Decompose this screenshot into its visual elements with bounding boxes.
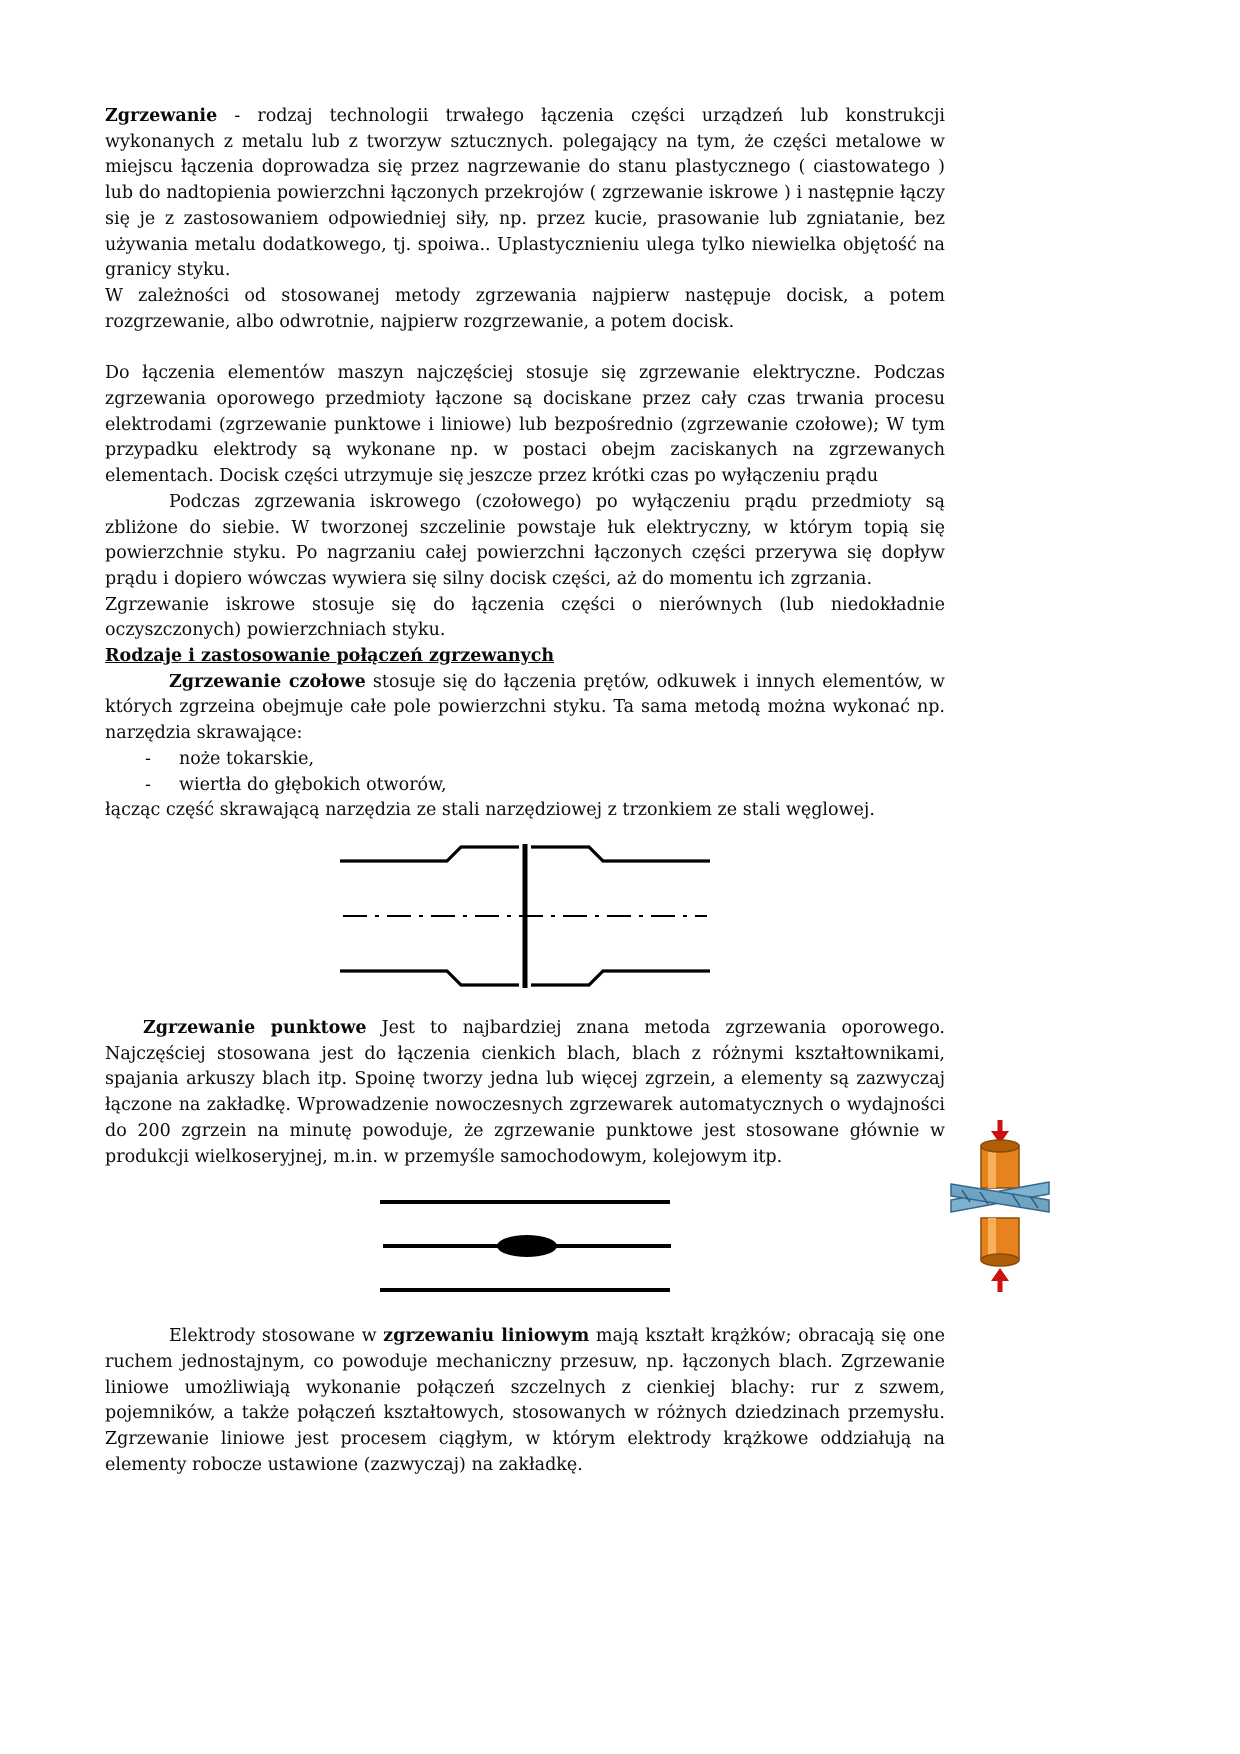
seam-weld-illustration: [950, 1118, 1050, 1294]
paragraph-spot-welding-text: Jest to najbardziej znana metoda zgrzewania oporowego. Najczęściej stosowana jest do łączenia cienkich blach, blach z różnymi kształtownikami, spajania arkuszy blach itp. Spoinę tworzy jedna lub więcej zgrzein, a elementy są zazwyczaj łączone na zakładkę. Wprowadzenie nowoczesnych zgrzewarek automatycznych o wydajności do 200 zgrzein na minutę powoduje, że zgrzewanie punktowe jest stosowane głównie w produkcji wielkoseryjnej, m.in. w przemyśle samochodowym, kolejowym itp.: [105, 1017, 945, 1167]
term-zgrzewanie-liniowe: zgrzewaniu liniowym: [383, 1326, 590, 1347]
paragraph-electric-welding: Do łączenia elementów maszyn najczęściej stosuje się zgrzewanie elektryczne. Podczas zgrzewania oporowego przedmioty łączone są dociskane przez cały czas trwania procesu elektrodami (zgrzewanie punktowe i liniowe) lub bezpośrednio (zgrzewanie czołowe); W tym przypadku elektrody są wykonane np. w postaci obejm zaciskanych na zgrzewanych elementach. Docisk części utrzymuje się jeszcze przez krótki czas po wyłączeniu prądu: [105, 363, 945, 487]
paragraph-definition-text: - rodzaj technologii trwałego łączenia części urządzeń lub konstrukcji wykonanych z metalu lub z tworzyw sztucznych. polegający na tym, że części metalowe w miejscu łączenia doprowadza się przez nagrzewanie do stanu plastycznego ( ciastowatego ) lub do nadtopienia powierzchni łączonych przekrojów ( zgrzewanie iskrowe ) i następnie łączy się je z zastosowaniem odpowiedniej siły, np. przez kucie, prasowanie lub zgniatanie, bez używania metalu dodatkowego, tj. spoiwa.. Uplastycznieniu ulega tylko niewielka objętość na granicy styku.: [105, 106, 945, 281]
section-heading: Rodzaje i zastosowanie połączeń zgrzewanych: [105, 646, 555, 667]
paragraph-method-order: W zależności od stosowanej metody zgrzewania najpierw następuje docisk, a potem rozgrzewanie, albo odwrotnie, najpierw rozgrzewanie, a potem docisk.: [105, 285, 945, 332]
butt-weld-bottom-left-line: [340, 971, 519, 985]
bottom-electrode-cap: [981, 1254, 1019, 1266]
spot-weld-figure: [105, 1194, 945, 1294]
top-electrode-cap: [981, 1140, 1019, 1152]
list-item-lathe-knives: [105, 747, 945, 773]
paragraph-spark-welding: Podczas zgrzewania iskrowego (czołowego) po wyłączeniu prądu przedmioty są zbliżone do siebie. W tworzonej szczelinie powstaje łuk elektryczny, w którym topią się powierzchnie styku. Po nagrzaniu całej powierzchni łączonych części przerywa się dopływ prądu i dopiero wówczas wywiera się silny docisk części, aż do momentu ich zgrzania.: [105, 491, 945, 589]
blank-line: [105, 335, 945, 361]
spot-weld-diagram: [375, 1194, 675, 1294]
paragraph-seam-welding-text: mają kształt krążków; obracają się one ruchem jednostajnym, co powoduje mechaniczny przesuw, np. łączonych blach. Zgrzewanie liniowe umożliwiają wykonanie połączeń szczelnych z cienkiej blachy: rur z szwem, pojemników, a także połączeń kształtowych, stosowanych w różnych dziedzinach przemysłu. Zgrzewanie liniowe jest procesem ciągłym, w którym elektrody krążkowe oddziałują na elementy robocze ustawione (zazwyczaj) na zakładkę.: [105, 1326, 945, 1475]
paragraph-seam-welding-pre: Elektrody stosowane w: [169, 1326, 384, 1347]
paragraph-butt-welding-text: stosuje się do łączenia prętów, odkuwek i innych elementów, w których zgrzeina obejmuje całe pole powierzchni styku. Ta sama metodą można wykonać np. narzędzia skrawające:: [105, 671, 945, 744]
paragraph-definition: [105, 104, 945, 284]
document-content: [105, 104, 945, 1478]
butt-weld-top-right-line: [531, 847, 710, 861]
paragraph-spot-welding: [105, 1016, 945, 1170]
butt-weld-diagram: [335, 842, 715, 990]
bottom-force-arrow-head: [991, 1268, 1009, 1281]
list-item-drills: [105, 773, 945, 799]
butt-weld-top-left-line: [340, 847, 519, 861]
bullet-dash: -: [145, 748, 151, 769]
term-zgrzewanie-punktowe: Zgrzewanie punktowe: [143, 1017, 367, 1038]
paragraph-tools-note: łącząc część skrawającą narzędzia ze stali narzędziowej z trzonkiem ze stali węglowej.: [105, 800, 875, 821]
term-zgrzewanie: Zgrzewanie: [105, 106, 218, 126]
butt-weld-bottom-right-line: [531, 971, 710, 985]
bullet-dash: -: [145, 774, 151, 795]
paragraph-spark-use: Zgrzewanie iskrowe stosuje się do łączenia części o nierównych (lub niedokładnie oczyszczonych) powierzchniach styku.: [105, 594, 945, 641]
paragraph-seam-welding: [105, 1324, 945, 1478]
term-zgrzewanie-czolowe: Zgrzewanie czołowe: [169, 671, 366, 692]
butt-weld-figure: [105, 842, 945, 990]
list-item-label: wiertła do głębokich otworów,: [179, 774, 447, 795]
spot-weld-nugget: [497, 1235, 557, 1257]
paragraph-butt-welding: [105, 670, 945, 747]
list-item-label: noże tokarskie,: [179, 748, 315, 769]
